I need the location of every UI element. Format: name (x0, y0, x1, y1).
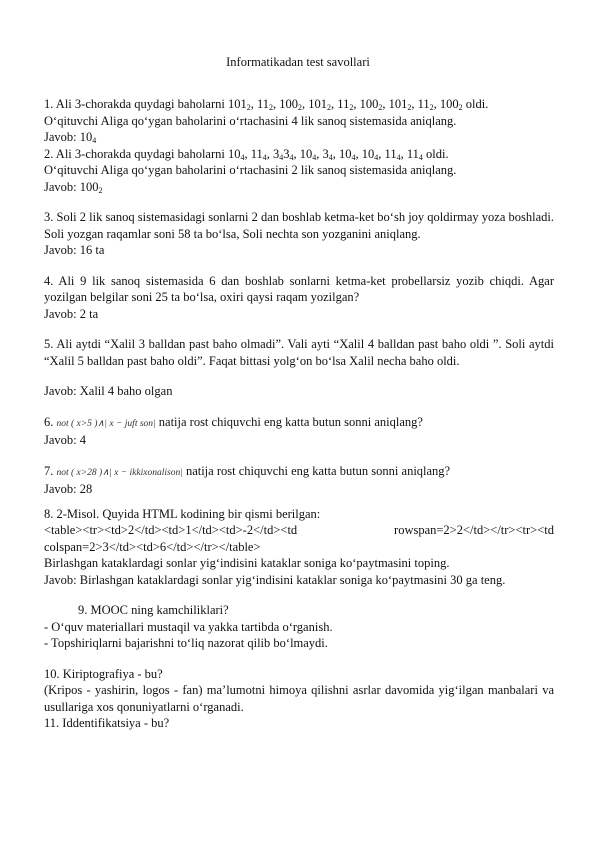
q7-number: 7. (44, 463, 54, 478)
q2-grade: , 10 (293, 146, 313, 161)
q2-grade: 3 (283, 146, 290, 161)
document-body (44, 96, 554, 732)
q2-line2: O‘qituvchi Aliga qo‘ygan baholarini o‘rtachasini 2 lik sanoq sistemasida aniqlang. (44, 163, 457, 177)
subscript: 2 (429, 103, 434, 112)
q4-answer: Javob: 2 ta (44, 306, 99, 321)
q1-grade: , 101 (302, 97, 328, 111)
subscript: 4 (374, 152, 379, 162)
q2-grade: , 10 (332, 146, 352, 161)
q8-answer: Javob: Birlashgan kataklardagi sonlar yig‘indisini kataklar soniga ko‘paytmasini 30 ga teng. (44, 572, 506, 587)
q1-grade: , 11 (331, 97, 350, 111)
q7-answer: Javob: 28 (44, 482, 93, 496)
subscript: 2 (298, 103, 303, 112)
q8-code-line2: colspan=2>3</td><td>6</td></tr></table> (44, 539, 261, 554)
question-10-heading: 10. Kiriptografiya - bu? (44, 666, 163, 681)
question-6 (44, 414, 554, 433)
answer-text: Javob: 100 (44, 179, 99, 194)
q8-code-left: <table><tr><td>2</td><td>1</td><td>-2</td><td (44, 523, 298, 537)
question-7 (44, 463, 554, 482)
subscript: 2 (269, 103, 274, 112)
q1-grade: , 100 (433, 97, 459, 111)
q5-answer: Javob: Xalil 4 baho olgan (44, 384, 173, 398)
q2-grade: , 3 (266, 146, 280, 161)
question-8-heading: 8. 2-Misol. Quyida HTML kodining bir qismi berilgan: (44, 506, 321, 521)
q6-answer: Javob: 4 (44, 433, 87, 447)
document-title: Informatikadan test savollari (226, 55, 370, 69)
subscript: 2 (327, 103, 332, 112)
subscript: 2 (98, 185, 103, 195)
q6-formula: not ( x>5 )∧| x − juft son| (56, 418, 156, 429)
subscript: 4 (240, 152, 245, 162)
subscript: 2 (458, 103, 463, 112)
q2-grade: , 3 (316, 146, 329, 161)
q1-grade: , 100 (273, 97, 299, 111)
q1-grade: , 11 (250, 97, 270, 111)
q1-text: 1. Ali 3-chorakda quydagi baholarni 101 (44, 97, 247, 111)
question-1 (44, 96, 554, 113)
subscript: 4 (279, 152, 284, 162)
q6-number: 6. (44, 414, 54, 429)
q1-answer (44, 129, 554, 146)
subscript: 4 (262, 152, 267, 162)
subscript: 2 (378, 103, 383, 112)
answer-text: Javob: 10 (44, 130, 93, 144)
q9-item-1: - O‘quv materiallari mustaqil va yakka tartibda o‘rganish. (44, 619, 333, 634)
subscript: 4 (328, 152, 333, 162)
question-11-heading: 11. Iddentifikatsiya - bu? (44, 716, 170, 730)
q1-grade: , 11 (411, 97, 430, 111)
q2-end: oldi. (422, 146, 449, 161)
q1-end: oldi. (462, 97, 489, 111)
q8-code-line1 (44, 522, 554, 539)
q2-grade: , 11 (244, 146, 263, 161)
question-2 (44, 146, 554, 163)
q8-question: Birlashgan kataklardagi sonlar yig‘indisini kataklar soniga ko‘paytmasini toping. (44, 556, 450, 570)
q2-grade: , 10 (355, 146, 375, 161)
question-3: 3. Soli 2 lik sanoq sistemasidagi sonlarni 2 dan boshlab ketma-ket bo‘sh joy qoldirmay yoza boshladi. Soli yozgan raqamlar soni 58 ta bo‘lsa, Soli nechta son yozganini aniqlang. (44, 210, 554, 241)
q1-grade: , 101 (382, 97, 408, 111)
subscript: 2 (407, 103, 412, 112)
subscript: 4 (289, 152, 294, 162)
q1-grade: , 100 (353, 97, 379, 111)
q6-text: natija rost chiquvchi eng katta butun sonni aniqlang? (155, 414, 423, 429)
subscript: 4 (312, 152, 317, 162)
q2-grade: , 11 (378, 146, 397, 161)
q1-line2: O‘qituvchi Aliga qo‘ygan baholarini o‘rtachasini 4 lik sanoq sistemasida aniqlang. (44, 113, 457, 128)
subscript: 4 (396, 152, 401, 162)
q2-grade: , 11 (400, 146, 419, 161)
q9-item-2: - Topshiriqlarni bajarishni to‘liq nazorat qilib bo‘lmaydi. (44, 636, 328, 650)
question-5: 5. Ali aytdi “Xalil 3 balldan past baho olmadi”. Vali ayti “Xalil 4 balldan past baho oldi ”. Soli aytdi “Xalil 5 balldan past baho oldi”. Faqat bittasi yolg‘on bo‘lsa Xalil necha baho oldi. (44, 337, 554, 368)
subscript: 2 (349, 103, 354, 112)
q7-formula: not ( x>28 )∧| x − ikkixonalison| (56, 467, 183, 478)
q8-code-right: rowspan=2>2</td></tr><tr><td (394, 523, 554, 537)
question-9-heading: 9. MOOC ning kamchiliklari? (78, 603, 229, 617)
q2-text: 2. Ali 3-chorakda quydagi baholarni 10 (44, 146, 241, 161)
subscript: 2 (246, 103, 251, 112)
subscript: 4 (92, 136, 97, 145)
q7-text: natija rost chiquvchi eng katta butun sonni aniqlang? (182, 463, 451, 478)
question-4: 4. Ali 9 lik sanoq sistemasida 6 dan boshlab sonlarni ketma-ket probellarsiz yozib chiqdi. Agar yozilgan belgilar soni 25 ta bo‘lsa, oxiri qaysi raqam yozilgan? (44, 273, 554, 304)
subscript: 4 (418, 152, 423, 162)
q3-answer: Javob: 16 ta (44, 243, 105, 257)
q10-answer: (Kripos - yashirin, logos - fan) ma’lumotni himoya qilishni asrlar davomida yig‘ilgan manbalari va usullariga xos qonuniyatlarni o‘rganadi. (44, 683, 554, 714)
subscript: 4 (351, 152, 356, 162)
q2-answer (44, 179, 554, 196)
